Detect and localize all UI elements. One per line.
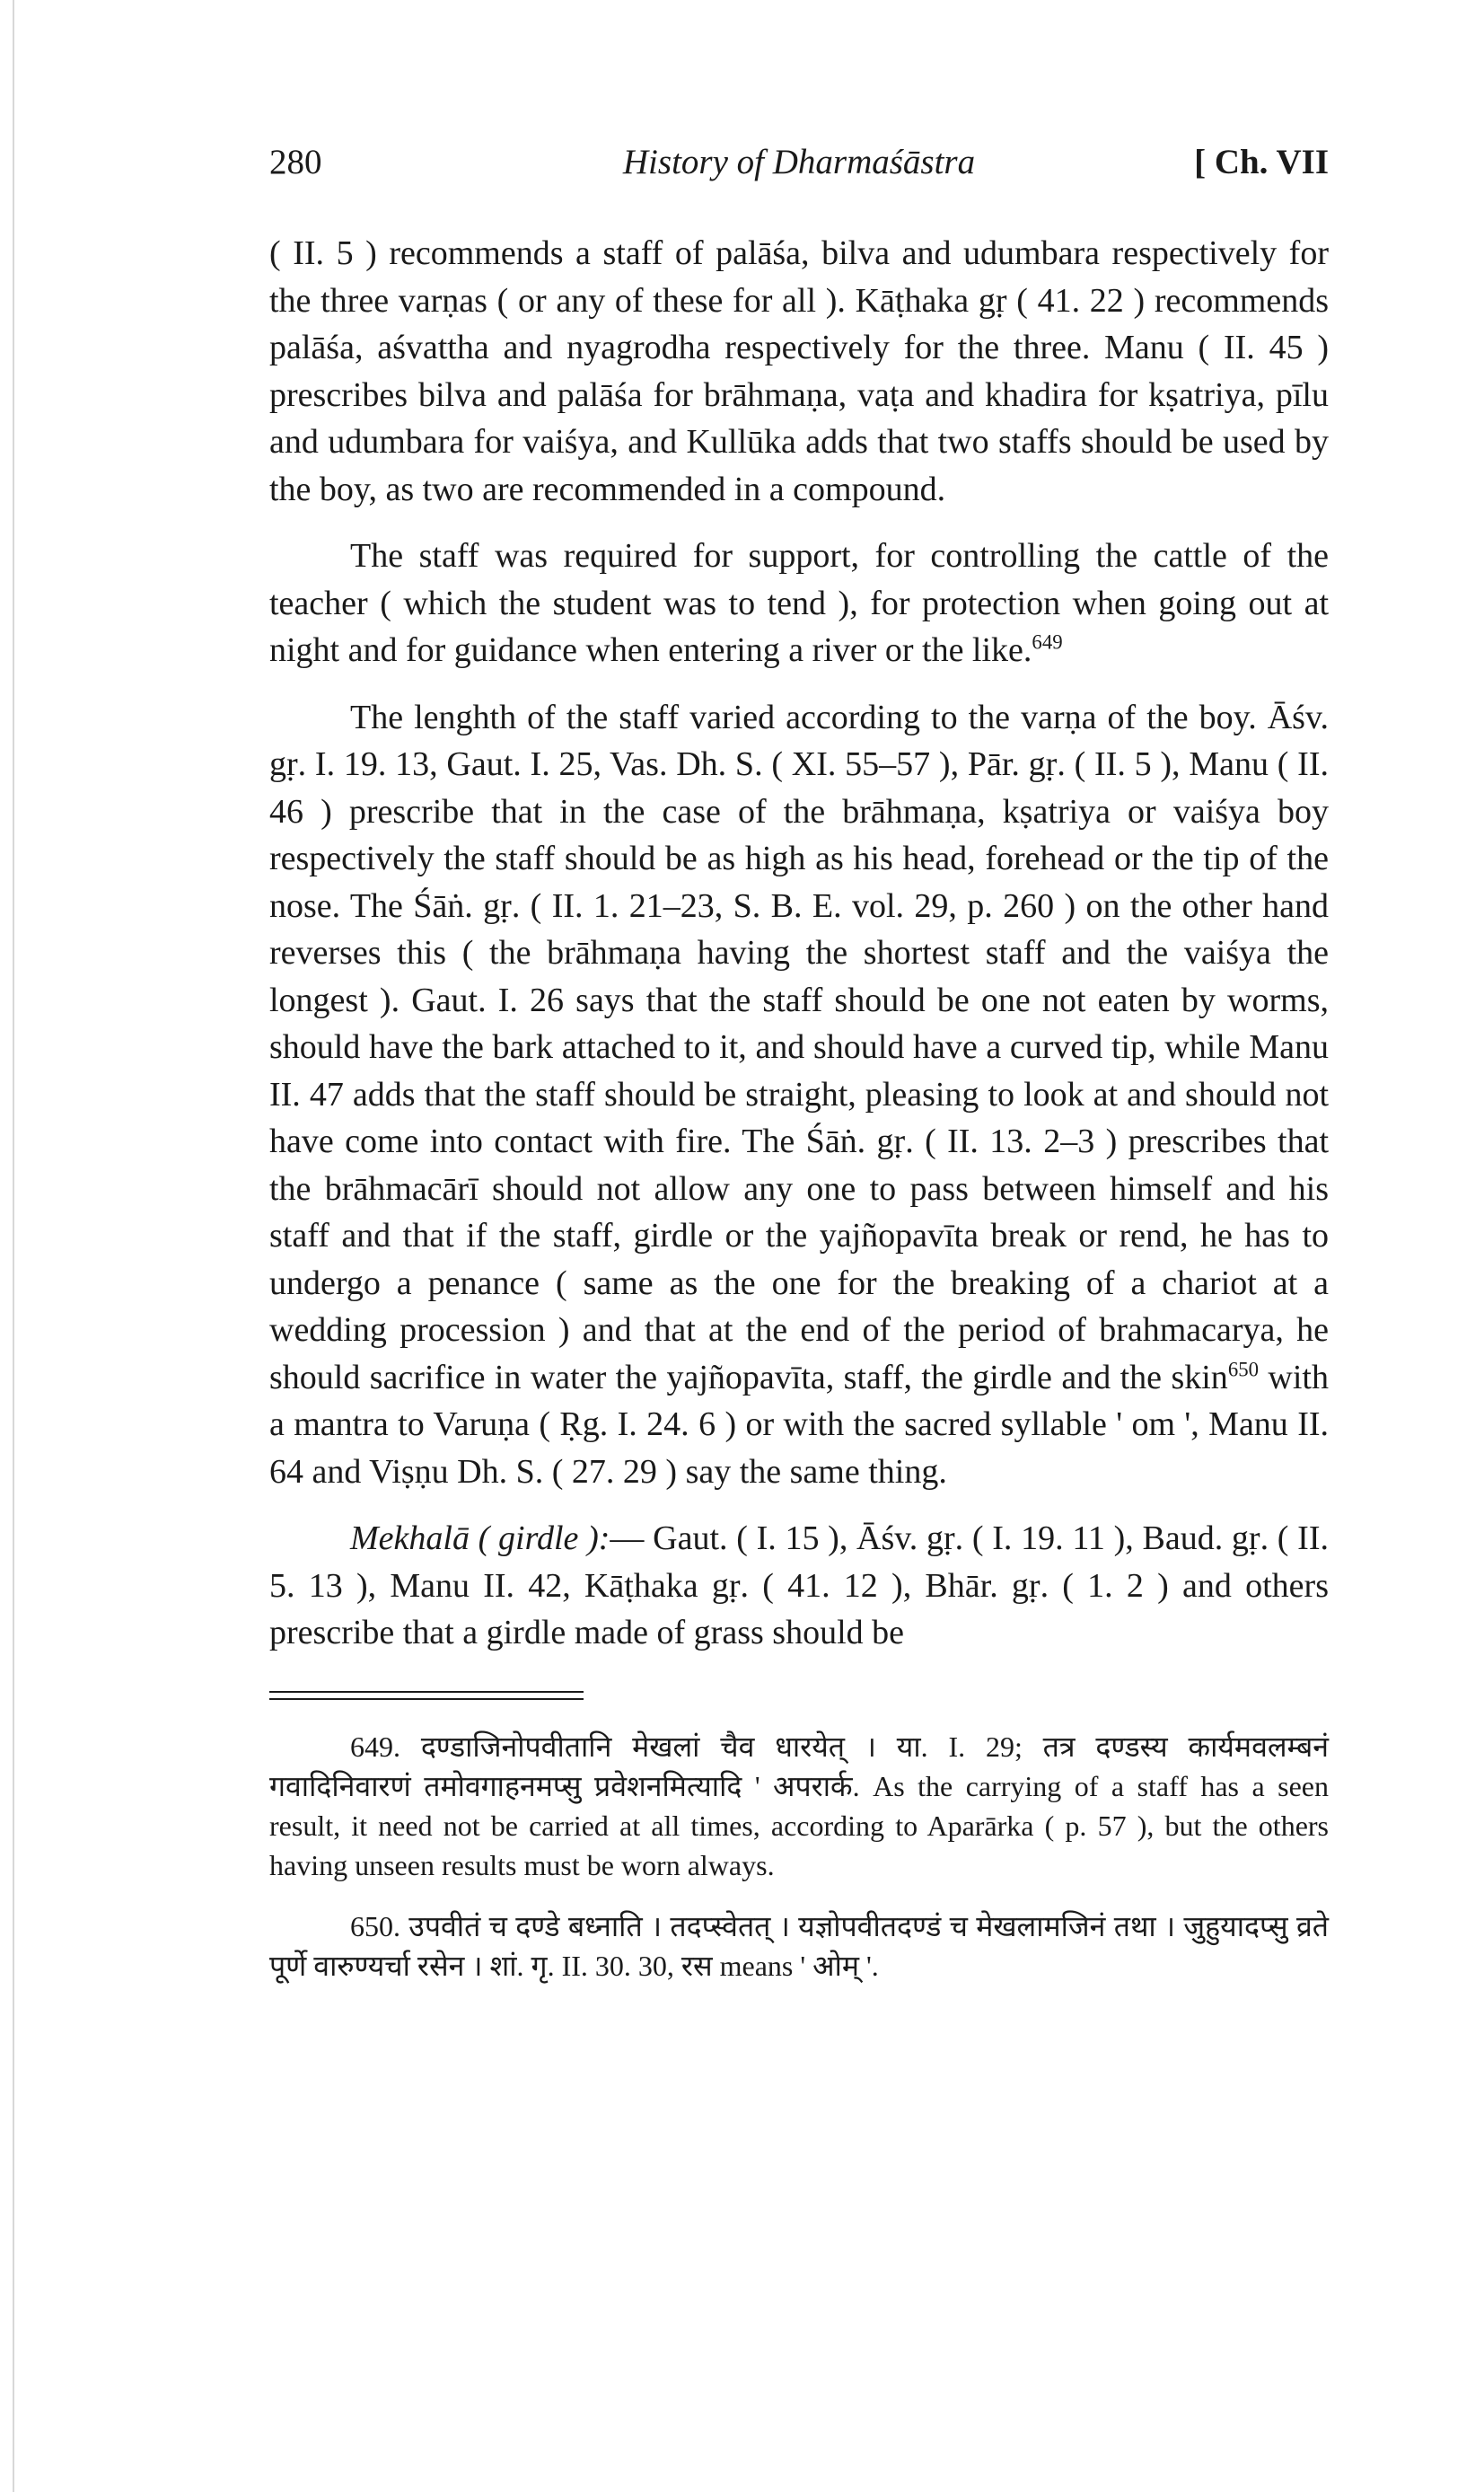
scan-edge-line [13,0,14,2492]
footnotes [269,1727,1329,1986]
page-number: 280 [269,143,322,181]
running-header [269,135,1329,189]
paragraph-4-text: — Gaut. ( I. 15 ), Āśv. gṛ. ( I. 19. 11 ), Baud. gṛ. ( II. 5. 13 ), Manu II. 42, Kāṭhaka gṛ. ( 41. 12 ), Bhār. gṛ. ( 1. 2 ) and others prescribe that a girdle made of grass should be [269,1519,1329,1651]
paragraph-3 [269,694,1329,1496]
running-title: History of Dharmaśāstra [622,143,976,181]
footnote-ref-649: 649 [1032,630,1063,654]
footnote-ref-650: 650 [1227,1357,1260,1380]
footnote-650: 650. उपवीतं च दण्डे बध्नाति । तदप्स्वेतत् । यज्ञोपवीतदण्डं च मेखलामजिनं तथा । जुहुयादप्सु व्रते पूर्णे वारुण्यर्चा रसेन । शां. गृ. II. 30. 30, रस means ' ओम् '. [269,1909,1329,1982]
chapter-label: [ Ch. VII [1194,143,1329,181]
mekhala-heading: Mekhalā ( girdle ): [350,1519,610,1557]
paragraph-1: ( II. 5 ) recommends a staff of palāśa, bilva and udumbara respectively for the three varṇas ( or any of these for all ). Kāṭhaka gṛ ( 41. 22 ) recommends palāśa, aśvattha and nyagrodha respectively for the three. Manu ( II. 45 ) prescribes bilva and palāśa for brāhmaṇa, vaṭa and khadira for kṣatriya, pīlu and udumbara for vaiśya, and Kullūka adds that two staffs should be used by the boy, as two are recommended in a compound. [269,234,1329,508]
footnote-rule-second [269,1698,584,1700]
main-text [269,230,1329,1657]
paragraph-3-end: with a mantra to Varuṇa ( Ṛg. I. 24. 6 ) or with the sacred syllable ' om ', Manu II. 64 and Viṣṇu Dh. S. ( 27. 29 ) say the same thing. [269,1358,1329,1491]
footnote-649: 649. दण्डाजिनोपवीतानि मेखलां चैव धारयेत् । या. I. 29; तत्र दण्डस्य कार्यमवलम्बनं गवादिनिवारणं तमोवगाहनमप्सु प्रवेशनमित्यादि ' अपरार्क. As the carrying of a staff has a seen result, it need not be carried at all times, according to Aparārka ( p. 57 ), but the others having unseen results must be worn always. [269,1730,1329,1881]
footnote-rule [269,1691,584,1693]
page [269,135,1329,2007]
paragraph-4 [269,1515,1329,1657]
paragraph-2 [269,533,1329,674]
paragraph-2-text: The staff was required for support, for controlling the cattle of the teacher ( which the student was to tend ), for protection when going out at night and for guidance when entering a river or the like. [269,537,1329,669]
paragraph-3-text: The lenghth of the staff varied according to the varṇa of the boy. Āśv. gṛ. I. 19. 13, Gaut. I. 25, Vas. Dh. S. ( XI. 55–57 ), Pār. gṛ. ( II. 5 ), Manu ( II. 46 ) prescribe that in the case of the brāhmaṇa, kṣatriya or vaiśya boy respectively the staff should be as high as his head, forehead or the tip of the nose. The Śāṅ. gṛ. ( II. 1. 21–23, S. B. E. vol. 29, p. 260 ) on the other hand reverses this ( the brāhmaṇa having the shortest staff and the vaiśya the longest ). Gaut. I. 26 says that the staff should be one not eaten by worms, should have the bark attached to it, and should have a curved tip, while Manu II. 47 adds that the staff should be straight, pleasing to look at and should not have come into contact with fire. The Śāṅ. gṛ. ( II. 13. 2–3 ) prescribes that the brāhmacārī should not allow any one to pass between himself and his staff and that if the staff, girdle or the yajñopavīta break or rend, he has to undergo a penance ( same as the one for the breaking of a chariot at a wedding procession ) and that at the end of the period of brahmacarya, he should sacrifice in water the yajñopavīta, staff, the girdle and the skin [269,698,1329,1396]
